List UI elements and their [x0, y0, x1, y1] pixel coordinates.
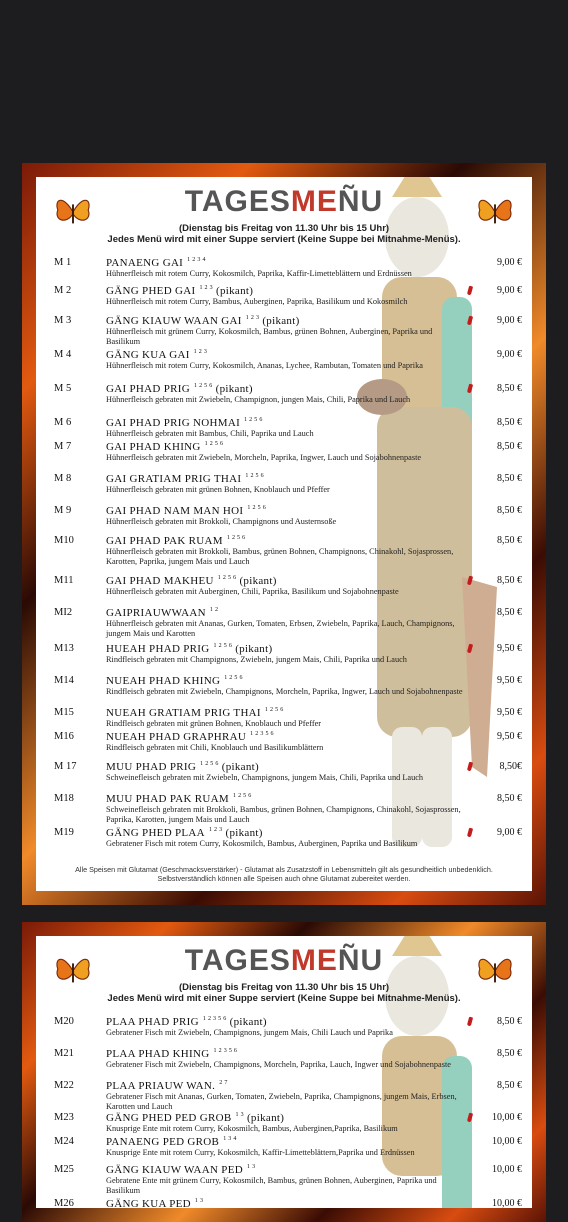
item-price: 8,50 € [497, 607, 522, 618]
item-name: GAI PHAD PRIG NOHMAI $^{1 2 5 6}$ [106, 417, 263, 429]
subtitle-hours: (Dienstag bis Freitag von 11.30 Uhr bis 15 Uhr) [178, 982, 390, 993]
item-description: Hühnerfleisch gebraten mit Zwiebeln, Morcheln, Paprika, Ingwer, Lauch und Sojabohnenpaste [106, 453, 422, 462]
item-name: PLAA PHAD KHING $^{1 2 3 5 6}$ [106, 1048, 238, 1060]
item-description: Gebratener Fisch mit Zwiebeln, Champignons, Morcheln, Paprika, Lauch, Ingwer und Sojabohnenpaste [106, 1060, 451, 1069]
item-price: 10,00 € [492, 1136, 522, 1147]
item-description: Hühnerfleisch mit rotem Curry, Bambus, Auberginen, Paprika, Basilikum und Kokosmilch [106, 297, 408, 306]
item-name: GÄNG KUA PED $^{1 3}$ [106, 1198, 204, 1208]
item-name: PANAENG GAI $^{1 2 3 4}$ [106, 257, 206, 269]
item-price: 8,50 € [497, 417, 522, 428]
menu-page-1 [22, 163, 546, 905]
item-code: M 5 [54, 383, 72, 394]
subtitle-soup-note: Jedes Menü wird mit einer Suppe serviert (Keine Suppe bei Mitnahme-Menüs). [107, 234, 461, 245]
item-code: M22 [54, 1080, 74, 1091]
item-price: 8,50 € [497, 1080, 522, 1091]
item-code: M23 [54, 1112, 74, 1123]
item-name: PANAENG PED GROB $^{1 3 4}$ [106, 1136, 237, 1148]
item-code: M 2 [54, 285, 72, 296]
item-description: Hühnerfleisch gebraten mit Ananas, Gurken, Tomaten, Erbsen, Zwiebeln, Paprika, Lauch, Champignons, jungem Mais und Karotten [106, 619, 455, 638]
item-description: Knusprige Ente mit rotem Curry, Kokosmilch, Kaffir-Limetteblättern,Paprika und Erdnüssen [106, 1148, 415, 1157]
menu-sheet [36, 936, 532, 1208]
item-description: Hühnerfleisch gebraten mit Bambus, Chili, Paprika und Lauch [106, 429, 314, 438]
item-description: Gebratener Fisch mit rotem Curry, Kokosmilch, Bambus, Auberginen, Paprika und Basilikum [106, 839, 418, 848]
item-name: HUEAH PHAD PRIG $^{1 2 5 6}$ (pikant) [106, 643, 273, 655]
item-description: Gebratener Fisch mit Ananas, Gurken, Tomaten, Zwiebeln, Paprika, Champignons, jungem Mais, Erbsen, Karotten und Lauch [106, 1092, 457, 1111]
item-price: 9,50 € [497, 707, 522, 718]
item-code: M24 [54, 1136, 74, 1147]
item-name: PLAA PHAD PRIG $^{1 2 3 5 6}$ (pikant) [106, 1016, 267, 1028]
item-description: Gebratene Ente mit grünem Curry, Kokosmilch, Bambus, grünen Bohnen, Auberginen, Paprika und Basilikum [106, 1176, 437, 1195]
item-description: Hühnerfleisch mit rotem Curry, Kokosmilch, Paprika, Kaffir-Limetteblättern und Erdnüssen [106, 269, 412, 278]
item-code: M 6 [54, 417, 72, 428]
subtitle-hours: (Dienstag bis Freitag von 11.30 Uhr bis 15 Uhr) [178, 223, 390, 234]
item-description: Hühnerfleisch gebraten mit grünen Bohnen, Knoblauch und Pfeffer [106, 485, 330, 494]
item-code: M 9 [54, 505, 72, 516]
item-price: 9,50 € [497, 731, 522, 742]
item-price: 9,00 € [497, 285, 522, 296]
item-price: 8,50 € [497, 535, 522, 546]
item-description: Hühnerfleisch mit grünem Curry, Kokosmilch, Bambus, grünen Bohnen, Auberginen, Paprika und Basilikum [106, 327, 433, 346]
item-price: 8,50 € [497, 473, 522, 484]
item-price: 9,00 € [497, 257, 522, 268]
item-price: 10,00 € [492, 1112, 522, 1123]
item-code: M15 [54, 707, 74, 718]
item-price: 8,50 € [497, 793, 522, 804]
item-name: GAI GRATIAM PRIG THAI $^{1 2 5 6}$ [106, 473, 264, 485]
item-code: M 7 [54, 441, 72, 452]
item-price: 8,50€ [499, 761, 522, 772]
item-price: 8,50 € [497, 441, 522, 452]
item-price: 9,00 € [497, 827, 522, 838]
item-name: GÄNG PHED PED GROB $^{1 3}$ (pikant) [106, 1112, 285, 1124]
item-code: M 4 [54, 349, 72, 360]
item-description: Knusprige Ente mit rotem Curry, Kokosmilch, Bambus, Auberginen,Paprika, Basilikum [106, 1124, 398, 1133]
item-code: M 8 [54, 473, 72, 484]
item-code: M25 [54, 1164, 74, 1175]
item-price: 8,50 € [497, 505, 522, 516]
item-description: Rindfleisch gebraten mit grünen Bohnen, Knoblauch und Pfeffer [106, 719, 322, 728]
menu-page-2 [22, 922, 546, 1222]
item-description: Hühnerfleisch gebraten mit Brokkoli, Champignons und Austernsoße [106, 517, 337, 526]
item-description: Schweinefleisch gebraten mit Brokkoli, Bambus, grünen Bohnen, Champignons, Chinakohl, Sojasprossen, Paprika, Karotten, jungem Mais und Lauch [106, 805, 461, 824]
item-code: M 3 [54, 315, 72, 326]
item-description: Hühnerfleisch gebraten mit Brokkoli, Bambus, grünen Bohnen, Champignons, Chinakohl, Sojasprossen, Karotten, Paprika, jungem Mais und Lauch [106, 547, 454, 566]
item-name: MUU PHAD PAK RUAM $^{1 2 5 6}$ [106, 793, 252, 805]
item-name: GÄNG KUA GAI $^{1 2 3}$ [106, 349, 208, 361]
item-name: GAI PHAD MAKHEU $^{1 2 5 6}$ (pikant) [106, 575, 277, 587]
item-price: 9,50 € [497, 675, 522, 686]
item-code: M14 [54, 675, 74, 686]
item-name: MUU PHAD PRIG $^{1 2 5 6}$ (pikant) [106, 761, 259, 773]
item-description: Hühnerfleisch mit rotem Curry, Kokosmilch, Ananas, Lychee, Rambutan, Tomaten und Paprika [106, 361, 423, 370]
item-code: M 1 [54, 257, 72, 268]
menu-sheet [36, 177, 532, 891]
item-price: 8,50 € [497, 1048, 522, 1059]
item-name: NUEAH PHAD KHING $^{1 2 5 6}$ [106, 675, 243, 687]
item-name: GAI PHAD PRIG $^{1 2 5 6}$ (pikant) [106, 383, 253, 395]
item-description: Rindfleisch gebraten mit Chili, Knoblauch und Basilikumblättern [106, 743, 324, 752]
item-price: 8,50 € [497, 575, 522, 586]
item-name: GAI PHAD NAM MAN HOI $^{1 2 5 6}$ [106, 505, 266, 517]
item-price: 9,00 € [497, 349, 522, 360]
item-name: PLAA PRIAUW WAN. $^{2 7}$ [106, 1080, 228, 1092]
item-name: GAI PHAD KHING $^{1 2 5 6}$ [106, 441, 224, 453]
item-code: M19 [54, 827, 74, 838]
glutamate-note: Alle Speisen mit Glutamat (Geschmacksverstärker) - Glutamat als Zusatzstoff in Lebensmitteln gilt als gesundheitlich unbedenklich. Selbstverständlich können alle Speisen auch ohne Glutamat zubereitet werden. [75, 865, 493, 883]
item-price: 8,50 € [497, 1016, 522, 1027]
item-name: GÄNG PHED PLAA $^{1 2 3}$ (pikant) [106, 827, 263, 839]
item-name: NUEAH PHAD GRAPHRAU $^{1 2 3 5 6}$ [106, 731, 274, 743]
item-code: M10 [54, 535, 74, 546]
item-name: GÄNG PHED GAI $^{1 2 3}$ (pikant) [106, 285, 254, 297]
item-description: Rindfleisch gebraten mit Zwiebeln, Champignons, Morcheln, Paprika, Ingwer, Lauch und Sojabohnenpaste [106, 687, 463, 696]
item-description: Hühnerfleisch gebraten mit Zwiebeln, Champignon, jungen Mais, Chili, Paprika und Lauch [106, 395, 411, 404]
item-name: GAI PHAD PAK RUAM $^{1 2 5 6}$ [106, 535, 246, 547]
item-description: Rindfleisch gebraten mit Champignons, Zwiebeln, jungem Mais, Chili, Paprika und Lauch [106, 655, 407, 664]
item-name: NUEAH GRATIAM PRIG THAI $^{1 2 5 6}$ [106, 707, 284, 719]
item-price: 9,00 € [497, 315, 522, 326]
item-description: Hühnerfleisch gebraten mit Auberginen, Chili, Paprika, Basilikum und Sojabohnenpaste [106, 587, 399, 596]
item-code: M21 [54, 1048, 74, 1059]
item-description: Schweinefleisch gebraten mit Zwiebeln, Champignons, jungem Mais, Chili, Paprika und Lauch [106, 773, 424, 782]
item-price: 8,50 € [497, 383, 522, 394]
item-code: MI2 [54, 607, 73, 618]
item-price: 9,50 € [497, 643, 522, 654]
item-code: M20 [54, 1016, 74, 1027]
item-code: M18 [54, 793, 74, 804]
item-price: 10,00 € [492, 1198, 522, 1208]
item-price: 10,00 € [492, 1164, 522, 1175]
page-title: TAGESMEÑU [184, 185, 384, 218]
item-name: GAIPRIAUWWAAN $^{1 2}$ [106, 607, 219, 619]
item-code: M26 [54, 1198, 74, 1208]
item-name: GÄNG KIAUW WAAN PED $^{1 3}$ [106, 1164, 256, 1176]
item-description: Gebratener Fisch mit Zwiebeln, Champignons, jungem Mais, Chili Lauch und Paprika [106, 1028, 393, 1037]
item-code: M16 [54, 731, 74, 742]
item-code: M13 [54, 643, 74, 654]
item-code: M 17 [54, 761, 77, 772]
item-name: GÄNG KIAUW WAAN GAI $^{1 2 3}$ (pikant) [106, 315, 300, 327]
page-title: TAGESMEÑU [184, 944, 384, 977]
item-code: M11 [54, 575, 74, 586]
subtitle-soup-note: Jedes Menü wird mit einer Suppe serviert (Keine Suppe bei Mitnahme-Menüs). [107, 993, 461, 1004]
